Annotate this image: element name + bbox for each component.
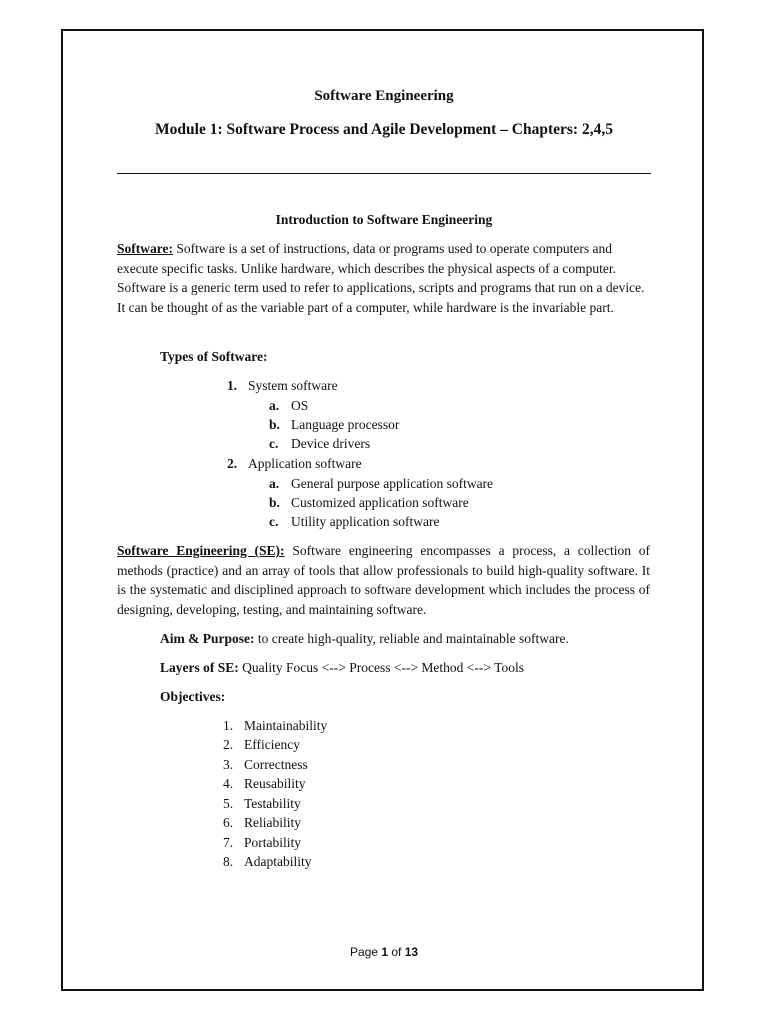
list-label: Utility application software — [291, 514, 440, 529]
list-label: Maintainability — [244, 718, 328, 733]
list-item — [227, 454, 362, 474]
list-label: OS — [291, 398, 309, 413]
list-label: System software — [248, 378, 338, 393]
list-label: Portability — [244, 835, 301, 850]
list-item — [227, 376, 338, 396]
list-subitem — [269, 415, 399, 435]
list-label: Customized application software — [291, 495, 469, 510]
list-number: 2. — [227, 456, 238, 471]
list-subitem — [269, 493, 469, 513]
list-letter: b. — [269, 495, 280, 510]
list-label: Testability — [244, 796, 301, 811]
layers-label: Layers of SE: — [160, 660, 239, 675]
page-footer — [0, 945, 768, 959]
list-item — [223, 774, 306, 794]
se-term: Software Engineering (SE): — [117, 543, 285, 558]
list-item — [223, 813, 301, 833]
se-text: Software engineering encompasses a process, a collection of methods (practice) and an array of tools that allow professionals to build high-quality software. It is the systematic and disciplined approach to software development which includes the process of designing, developing, testing, and maintaining software. — [117, 543, 650, 617]
objectives-heading: Objectives: — [160, 689, 226, 704]
document-subtitle: Module 1: Software Process and Agile Development – Chapters: 2,4,5 — [155, 121, 613, 138]
list-number: 1. — [227, 378, 238, 393]
document-title: Software Engineering — [314, 88, 454, 104]
list-label: Correctness — [244, 757, 308, 772]
list-subitem — [269, 434, 370, 454]
list-letter: c. — [269, 436, 279, 451]
types-heading: Types of Software: — [160, 349, 268, 364]
aim-label: Aim & Purpose: — [160, 631, 255, 646]
list-number: 7. — [223, 835, 234, 850]
list-letter: b. — [269, 417, 280, 432]
list-label: Reliability — [244, 815, 301, 830]
list-label: Adaptability — [244, 854, 312, 869]
list-subitem — [269, 396, 308, 416]
footer-page-word: Page — [349, 945, 378, 959]
list-label: Device drivers — [291, 436, 371, 451]
horizontal-rule — [117, 173, 651, 174]
list-item — [223, 716, 327, 736]
list-label: Reusability — [244, 776, 306, 791]
list-item — [223, 794, 301, 814]
aim-line — [160, 629, 569, 649]
list-number: 3. — [223, 757, 234, 772]
list-item — [223, 852, 312, 872]
list-item — [223, 735, 300, 755]
footer-total-pages: 13 — [404, 945, 419, 959]
layers-line — [160, 658, 524, 678]
aim-text: to create high-quality, reliable and maintainable software. — [254, 631, 569, 646]
section-heading: Introduction to Software Engineering — [275, 212, 493, 227]
list-number: 1. — [223, 718, 234, 733]
software-paragraph — [117, 239, 650, 317]
list-label: Efficiency — [244, 737, 300, 752]
list-number: 2. — [223, 737, 234, 752]
list-subitem — [269, 512, 439, 532]
list-letter: a. — [269, 398, 280, 413]
list-label: General purpose application software — [291, 476, 494, 491]
list-number: 8. — [223, 854, 234, 869]
list-number: 6. — [223, 815, 234, 830]
list-item — [223, 833, 301, 853]
software-text: Software is a set of instructions, data or programs used to operate computers and execute specific tasks. Unlike hardware, which describes the physical aspects of a computer. Software is a generic term used to refer to applications, scripts and programs that run on a device. It can be thought of as the variable part of a computer, while hardware is the invariable part. — [117, 241, 645, 315]
software-term: Software: — [117, 241, 173, 256]
list-item — [223, 755, 308, 775]
list-subitem — [269, 474, 493, 494]
list-number: 4. — [223, 776, 234, 791]
footer-current-page: 1 — [381, 945, 388, 959]
se-paragraph — [117, 541, 650, 619]
list-letter: c. — [269, 514, 279, 529]
layers-text: Quality Focus <--> Process <--> Method <--> Tools — [238, 660, 524, 675]
list-label: Language processor — [291, 417, 400, 432]
list-number: 5. — [223, 796, 234, 811]
footer-of-word: of — [391, 945, 402, 959]
list-letter: a. — [269, 476, 280, 491]
list-label: Application software — [248, 456, 362, 471]
